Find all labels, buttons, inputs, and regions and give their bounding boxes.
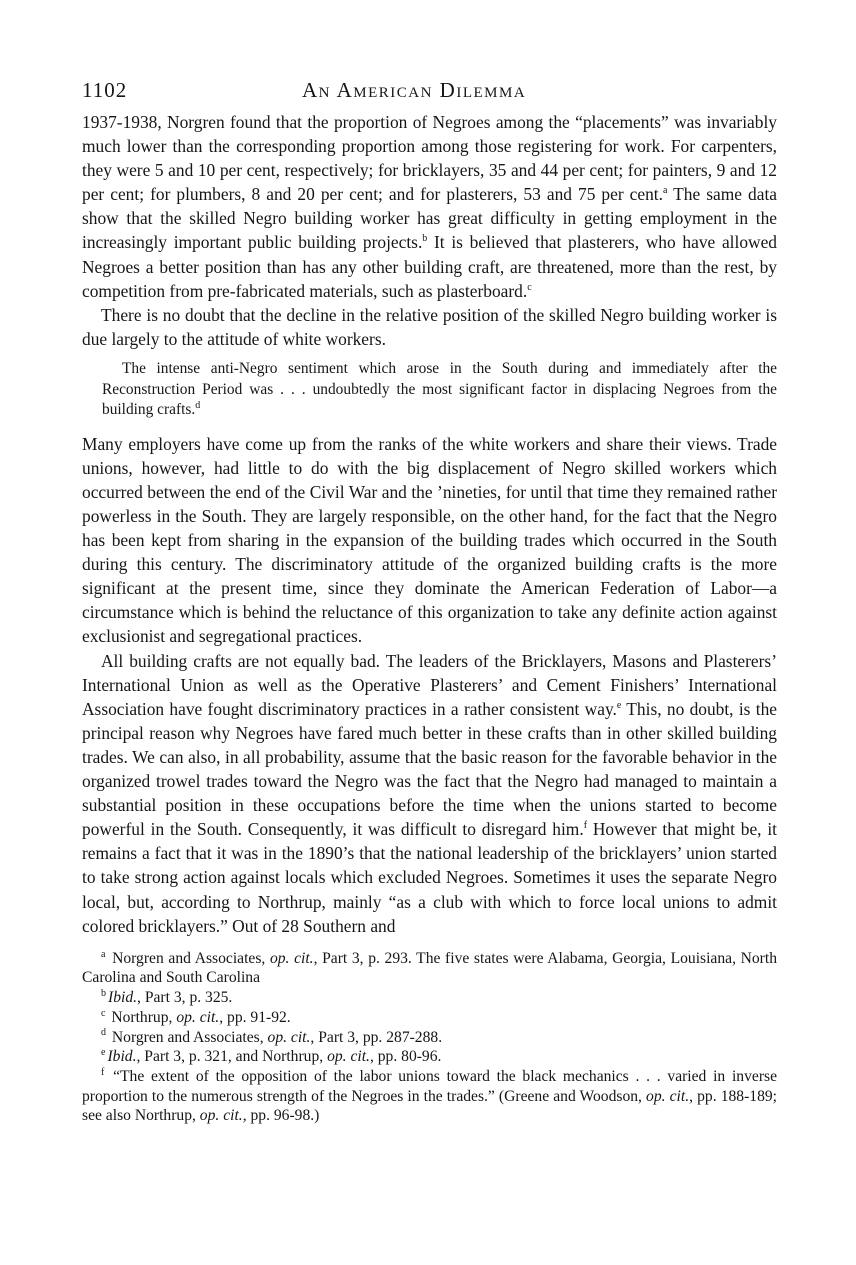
page-header: [82, 78, 777, 110]
paragraph-2: There is no doubt that the decline in the relative position of the skilled Negro building worker is due largely to the attitude of white workers.: [82, 304, 777, 349]
footnote-f: $^f$ “The extent of the opposition of the labor unions toward the black mechanics . . . varied in inverse proportion to the numerous strength of the Negroes in the trades.” (Greene and Woodson, op. cit., pp. 188-189; see also Northrup, op. cit., pp. 96-98.): [82, 1066, 777, 1125]
paragraph-1: 1937-1938, Norgren found that the proportion of Negroes among the “placements” was invariably much lower than the corresponding proportion among those registering for work. For carpenters, they were 5 and 10 per cent, respectively; for bricklayers, 35 and 44 per cent; for painters, 9 and 12 per cent; for plumbers, 8 and 20 per cent; and for plasterers, 53 and 75 per cent.$^a$ The same data show that the skilled Negro building worker has great difficulty in getting employment in the increasingly important public building projects.$^b$ It is believed that plasterers, who have allowed Negroes a better position than has any other building craft, are threatened, more than the rest, by competition from pre-fabricated materials, such as plasterboard.$^c$: [82, 112, 777, 301]
footnote-b: $^b$ Ibid., Part 3, p. 325.: [101, 987, 233, 1007]
book-page: [82, 78, 777, 1126]
page-number: 1102: [82, 78, 128, 102]
footnote-ref-b: b: [422, 233, 428, 245]
footnote-ref-d: d: [195, 400, 201, 411]
block-quote: The intense anti-Negro sentiment which arose in the South during and immediately after the Reconstruction Period was . . . undoubtedly the most significant factor in displacing Negroes from the building crafts.$^d$: [102, 359, 777, 419]
footnote-ref-c: c: [527, 281, 532, 293]
paragraph-4: All building crafts are not equally bad. The leaders of the Bricklayers, Masons and Plasterers’ International Union as well as the Operative Plasterers’ and Cement Finishers’ International Association have fought discriminatory practices in a rather consistent way.$^e$ This, no doubt, is the principal reason why Negroes have fared much better in these crafts than in other skilled building trades. We can also, in all probability, assume that the basic reason for the favorable behavior in the organized trowel trades toward the Negro was the fact that the Negro had managed to maintain a substantial position in these occupations before the time when the unions started to become powerful in the South. Consequently, it was difficult to disregard him.$^f$ However that might be, it remains a fact that it was in the 1890’s that the national leadership of the bricklayers’ union started to take strong action against locals which excluded Negroes. Sometimes it uses the separate Negro local, but, according to Northrup, mainly “as a club with which to force local unions to admit colored bricklayers.” Out of 28 Southern and: [82, 650, 777, 936]
running-head: An American Dilemma: [302, 78, 527, 102]
paragraph-3: Many employers have come up from the ranks of the white workers and share their views. Trade unions, however, had little to do with the big displacement of Negro skilled workers which occurred between the end of the Civil War and the ’nineties, for until that time they remained rather powerless in the South. They are largely responsible, on the other hand, for the fact that the Negro has been kept from sharing in the expansion of the building trades which occurred in the South during this century. The discriminatory attitude of the organized building crafts is the more significant at the present time, since they dominate the American Federation of Labor—a circumstance which is behind the reluctance of this organization to take any definite action against exclusionist and segregational practices.: [82, 433, 777, 647]
footnote-ref-e: e: [616, 699, 622, 711]
footnotes: [82, 949, 777, 1126]
footnote-ref-f: f: [583, 820, 588, 832]
footnote-a: $^a$ Norgren and Associates, op. cit., Part 3, p. 293. The five states were Alabama, Georgia, Louisiana, North Carolina and South Carolina: [82, 948, 777, 987]
footnote-d: $^d$ Norgren and Associates, op. cit., Part 3, pp. 287-288.: [101, 1027, 443, 1046]
footnote-e: $^e$ Ibid., Part 3, p. 321, and Northrup, op. cit., pp. 80-96.: [101, 1047, 442, 1066]
footnote-c: $^c$ Northrup, op. cit., pp. 91-92.: [101, 1007, 291, 1026]
footnote-ref-a: a: [663, 185, 668, 197]
